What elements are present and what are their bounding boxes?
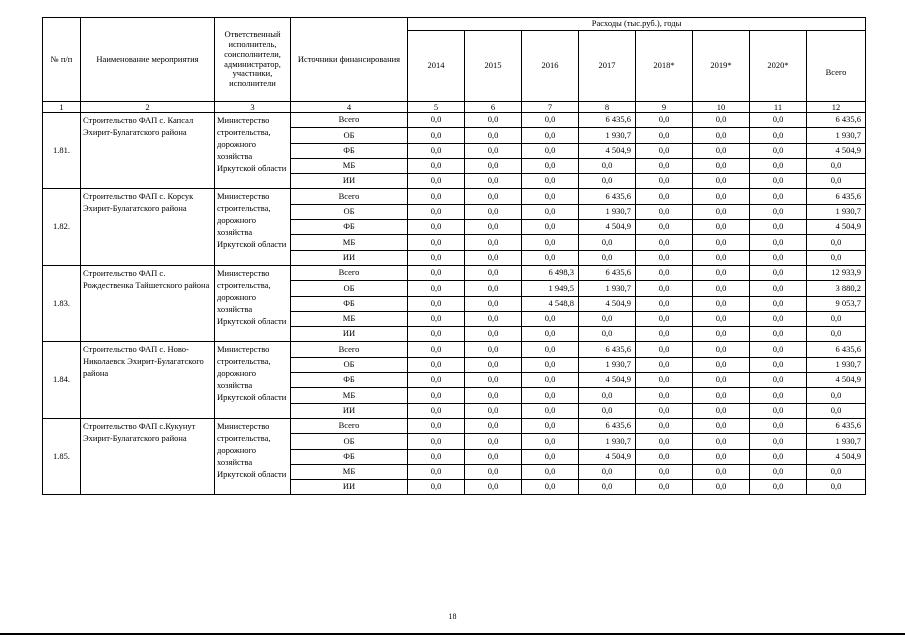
amount-cell: 0,0 — [408, 281, 465, 296]
amount-cell: 0,0 — [693, 373, 750, 388]
amount-cell: 0,0 — [750, 434, 807, 449]
expenses-table — [42, 17, 866, 495]
responsible-executor: Министерство строительства, дорожного хозяйства Иркутской области — [215, 113, 291, 189]
amount-cell: 0,0 — [522, 342, 579, 357]
amount-cell: 0,0 — [636, 128, 693, 143]
column-number: 2 — [81, 102, 215, 113]
funding-source: ИИ — [291, 327, 408, 342]
amount-cell: 0,0 — [750, 373, 807, 388]
amount-cell: 0,0 — [579, 403, 636, 418]
amount-cell: 0,0 — [408, 174, 465, 189]
amount-cell: 0,0 — [750, 204, 807, 219]
funding-source: Всего — [291, 113, 408, 128]
amount-cell: 0,0 — [693, 342, 750, 357]
amount-cell: 0,0 — [408, 327, 465, 342]
column-number: 11 — [750, 102, 807, 113]
amount-cell: 0,0 — [693, 265, 750, 280]
amount-cell: 0,0 — [636, 388, 693, 403]
amount-cell: 0,0 — [522, 480, 579, 495]
amount-cell: 4 504,9 — [579, 143, 636, 158]
header-col-executor: Ответственный исполнитель, соисполнители, администратор, участники, исполнители — [215, 18, 291, 102]
amount-cell: 0,0 — [693, 449, 750, 464]
amount-cell: 0,0 — [522, 128, 579, 143]
activity-name: Строительство ФАП с. Рождественка Тайшетского района — [81, 265, 215, 341]
amount-cell: 0,0 — [522, 311, 579, 326]
amount-cell: 0,0 — [750, 158, 807, 173]
header-year: 2018* — [636, 31, 693, 102]
amount-cell: 0,0 — [522, 113, 579, 128]
amount-cell: 0,0 — [465, 128, 522, 143]
amount-cell: 0,0 — [408, 113, 465, 128]
column-number: 9 — [636, 102, 693, 113]
amount-cell: 0,0 — [465, 327, 522, 342]
amount-cell: 0,0 — [522, 388, 579, 403]
amount-cell: 0,0 — [579, 174, 636, 189]
funding-source: ИИ — [291, 403, 408, 418]
row-index: 1.81. — [43, 113, 81, 189]
responsible-executor: Министерство строительства, дорожного хозяйства Иркутской области — [215, 265, 291, 341]
amount-cell: 0,0 — [408, 158, 465, 173]
amount-cell: 6 498,3 — [522, 265, 579, 280]
funding-source: Всего — [291, 342, 408, 357]
total-cell: 6 435,6 — [807, 342, 866, 357]
amount-cell: 0,0 — [408, 296, 465, 311]
amount-cell: 0,0 — [408, 143, 465, 158]
page-number: 18 — [448, 612, 457, 621]
column-number-row — [43, 102, 866, 113]
amount-cell: 0,0 — [750, 418, 807, 433]
funding-source: ИИ — [291, 250, 408, 265]
amount-cell: 0,0 — [636, 357, 693, 372]
amount-cell: 0,0 — [465, 480, 522, 495]
amount-cell: 0,0 — [522, 220, 579, 235]
amount-cell: 0,0 — [408, 250, 465, 265]
amount-cell: 0,0 — [465, 403, 522, 418]
row-index: 1.82. — [43, 189, 81, 265]
amount-cell: 0,0 — [750, 357, 807, 372]
amount-cell: 6 435,6 — [579, 265, 636, 280]
amount-cell: 6 435,6 — [579, 418, 636, 433]
amount-cell: 0,0 — [750, 143, 807, 158]
amount-cell: 0,0 — [693, 143, 750, 158]
funding-source: ИИ — [291, 174, 408, 189]
funding-source: МБ — [291, 235, 408, 250]
activity-name: Строительство ФАП с. Ново-Николаевск Эхирит-Булагатского района — [81, 342, 215, 418]
funding-source: ФБ — [291, 220, 408, 235]
amount-cell: 0,0 — [693, 327, 750, 342]
amount-cell: 0,0 — [750, 311, 807, 326]
amount-cell: 4 504,9 — [579, 296, 636, 311]
amount-cell: 0,0 — [693, 480, 750, 495]
amount-cell: 1 949,5 — [522, 281, 579, 296]
amount-cell: 0,0 — [636, 204, 693, 219]
amount-cell: 0,0 — [408, 220, 465, 235]
amount-cell: 0,0 — [750, 480, 807, 495]
amount-cell: 0,0 — [522, 250, 579, 265]
amount-cell: 0,0 — [750, 189, 807, 204]
page-bottom-rule — [0, 633, 905, 635]
amount-cell: 0,0 — [522, 418, 579, 433]
amount-cell: 0,0 — [693, 357, 750, 372]
amount-cell: 0,0 — [750, 250, 807, 265]
amount-cell: 0,0 — [693, 281, 750, 296]
amount-cell: 0,0 — [693, 296, 750, 311]
amount-cell: 0,0 — [693, 464, 750, 479]
amount-cell: 4 504,9 — [579, 449, 636, 464]
total-cell: 12 933,9 — [807, 265, 866, 280]
total-cell: 4 504,9 — [807, 143, 866, 158]
amount-cell: 0,0 — [750, 281, 807, 296]
amount-cell: 0,0 — [636, 143, 693, 158]
amount-cell: 0,0 — [693, 235, 750, 250]
funding-source: МБ — [291, 311, 408, 326]
amount-cell: 0,0 — [522, 373, 579, 388]
total-cell: 6 435,6 — [807, 189, 866, 204]
amount-cell: 0,0 — [693, 220, 750, 235]
amount-cell: 6 435,6 — [579, 342, 636, 357]
amount-cell: 0,0 — [579, 388, 636, 403]
header-row-top — [43, 18, 866, 31]
total-cell: 0,0 — [807, 388, 866, 403]
amount-cell: 1 930,7 — [579, 434, 636, 449]
amount-cell: 0,0 — [408, 311, 465, 326]
total-cell: 0,0 — [807, 174, 866, 189]
amount-cell: 0,0 — [408, 418, 465, 433]
amount-cell: 0,0 — [408, 342, 465, 357]
amount-cell: 0,0 — [579, 311, 636, 326]
amount-cell: 0,0 — [750, 220, 807, 235]
amount-cell: 0,0 — [408, 464, 465, 479]
total-cell: 4 504,9 — [807, 220, 866, 235]
amount-cell: 0,0 — [636, 113, 693, 128]
amount-cell: 0,0 — [636, 296, 693, 311]
amount-cell: 0,0 — [522, 357, 579, 372]
column-number: 6 — [465, 102, 522, 113]
total-cell: 4 504,9 — [807, 449, 866, 464]
amount-cell: 0,0 — [522, 327, 579, 342]
amount-cell: 0,0 — [579, 480, 636, 495]
amount-cell: 0,0 — [636, 220, 693, 235]
amount-cell: 0,0 — [636, 250, 693, 265]
amount-cell: 0,0 — [522, 464, 579, 479]
amount-cell: 0,0 — [750, 403, 807, 418]
table-row — [43, 342, 866, 357]
amount-cell: 0,0 — [579, 464, 636, 479]
total-cell: 0,0 — [807, 158, 866, 173]
amount-cell: 0,0 — [465, 220, 522, 235]
header-expenses: Расходы (тыс.руб.), годы — [408, 18, 866, 31]
column-number: 4 — [291, 102, 408, 113]
amount-cell: 0,0 — [465, 250, 522, 265]
column-number: 8 — [579, 102, 636, 113]
amount-cell: 0,0 — [522, 449, 579, 464]
amount-cell: 0,0 — [750, 128, 807, 143]
amount-cell: 0,0 — [750, 342, 807, 357]
row-index: 1.84. — [43, 342, 81, 418]
amount-cell: 4 504,9 — [579, 220, 636, 235]
amount-cell: 0,0 — [750, 265, 807, 280]
funding-source: ОБ — [291, 128, 408, 143]
amount-cell: 6 435,6 — [579, 113, 636, 128]
amount-cell: 0,0 — [693, 434, 750, 449]
funding-source: Всего — [291, 265, 408, 280]
amount-cell: 0,0 — [465, 265, 522, 280]
funding-source: ОБ — [291, 434, 408, 449]
amount-cell: 0,0 — [579, 158, 636, 173]
total-cell: 1 930,7 — [807, 357, 866, 372]
total-cell: 1 930,7 — [807, 434, 866, 449]
amount-cell: 0,0 — [636, 235, 693, 250]
header-year: 2019* — [693, 31, 750, 102]
amount-cell: 0,0 — [636, 342, 693, 357]
total-cell: 0,0 — [807, 480, 866, 495]
activity-name: Строительство ФАП с. Капсал Эхирит-Булагатского района — [81, 113, 215, 189]
responsible-executor: Министерство строительства, дорожного хозяйства Иркутской области — [215, 342, 291, 418]
total-cell: 6 435,6 — [807, 418, 866, 433]
amount-cell: 0,0 — [522, 204, 579, 219]
total-cell: 3 880,2 — [807, 281, 866, 296]
funding-source: ИИ — [291, 480, 408, 495]
amount-cell: 0,0 — [636, 464, 693, 479]
funding-source: ФБ — [291, 296, 408, 311]
total-cell: 0,0 — [807, 327, 866, 342]
amount-cell: 0,0 — [465, 388, 522, 403]
responsible-executor: Министерство строительства, дорожного хозяйства Иркутской области — [215, 189, 291, 265]
amount-cell: 0,0 — [636, 418, 693, 433]
amount-cell: 0,0 — [465, 113, 522, 128]
column-number: 1 — [43, 102, 81, 113]
column-number: 10 — [693, 102, 750, 113]
amount-cell: 0,0 — [636, 174, 693, 189]
amount-cell: 0,0 — [465, 418, 522, 433]
total-cell: 4 504,9 — [807, 373, 866, 388]
row-index: 1.83. — [43, 265, 81, 341]
funding-source: ФБ — [291, 373, 408, 388]
header-year: 2020* — [750, 31, 807, 102]
amount-cell: 0,0 — [465, 189, 522, 204]
amount-cell: 0,0 — [693, 388, 750, 403]
amount-cell: 0,0 — [465, 311, 522, 326]
amount-cell: 1 930,7 — [579, 204, 636, 219]
amount-cell: 0,0 — [693, 189, 750, 204]
amount-cell: 0,0 — [522, 143, 579, 158]
total-cell: 0,0 — [807, 250, 866, 265]
amount-cell: 0,0 — [636, 373, 693, 388]
amount-cell: 0,0 — [750, 449, 807, 464]
table-row — [43, 113, 866, 128]
funding-source: Всего — [291, 189, 408, 204]
funding-source: ОБ — [291, 204, 408, 219]
amount-cell: 0,0 — [465, 143, 522, 158]
amount-cell: 0,0 — [465, 235, 522, 250]
total-cell: 0,0 — [807, 235, 866, 250]
table-row — [43, 265, 866, 280]
amount-cell: 0,0 — [693, 311, 750, 326]
amount-cell: 0,0 — [522, 403, 579, 418]
amount-cell: 1 930,7 — [579, 128, 636, 143]
header-total: Всего — [807, 31, 866, 102]
amount-cell: 0,0 — [465, 449, 522, 464]
amount-cell: 0,0 — [693, 128, 750, 143]
amount-cell: 0,0 — [465, 434, 522, 449]
amount-cell: 0,0 — [693, 250, 750, 265]
amount-cell: 0,0 — [636, 480, 693, 495]
total-cell: 0,0 — [807, 403, 866, 418]
amount-cell: 0,0 — [465, 464, 522, 479]
amount-cell: 0,0 — [408, 480, 465, 495]
amount-cell: 0,0 — [408, 265, 465, 280]
column-number: 7 — [522, 102, 579, 113]
amount-cell: 1 930,7 — [579, 281, 636, 296]
amount-cell: 0,0 — [693, 418, 750, 433]
row-index: 1.85. — [43, 418, 81, 494]
funding-source: Всего — [291, 418, 408, 433]
amount-cell: 0,0 — [522, 434, 579, 449]
amount-cell: 0,0 — [579, 327, 636, 342]
amount-cell: 0,0 — [636, 281, 693, 296]
header-col-name: Наименование мероприятия — [81, 18, 215, 102]
header-year: 2016 — [522, 31, 579, 102]
amount-cell: 0,0 — [408, 434, 465, 449]
amount-cell: 0,0 — [408, 373, 465, 388]
amount-cell: 0,0 — [465, 342, 522, 357]
amount-cell: 0,0 — [408, 128, 465, 143]
amount-cell: 0,0 — [522, 174, 579, 189]
amount-cell: 0,0 — [579, 250, 636, 265]
amount-cell: 0,0 — [522, 189, 579, 204]
amount-cell: 0,0 — [522, 235, 579, 250]
column-number: 3 — [215, 102, 291, 113]
funding-source: ФБ — [291, 449, 408, 464]
amount-cell: 0,0 — [636, 265, 693, 280]
amount-cell: 0,0 — [408, 388, 465, 403]
funding-source: МБ — [291, 388, 408, 403]
amount-cell: 4 548,8 — [522, 296, 579, 311]
amount-cell: 0,0 — [750, 235, 807, 250]
header-year: 2014 — [408, 31, 465, 102]
amount-cell: 1 930,7 — [579, 357, 636, 372]
amount-cell: 6 435,6 — [579, 189, 636, 204]
amount-cell: 0,0 — [408, 403, 465, 418]
funding-source: ОБ — [291, 357, 408, 372]
amount-cell: 0,0 — [636, 403, 693, 418]
amount-cell: 0,0 — [408, 357, 465, 372]
table-row — [43, 189, 866, 204]
amount-cell: 0,0 — [408, 235, 465, 250]
table-row — [43, 418, 866, 433]
amount-cell: 0,0 — [408, 189, 465, 204]
amount-cell: 0,0 — [693, 113, 750, 128]
amount-cell: 0,0 — [522, 158, 579, 173]
header-col-number: № п/п — [43, 18, 81, 102]
amount-cell: 0,0 — [465, 281, 522, 296]
activity-name: Строительство ФАП с.Кукунут Эхирит-Булагатского района — [81, 418, 215, 494]
total-cell: 1 930,7 — [807, 204, 866, 219]
amount-cell: 0,0 — [636, 327, 693, 342]
amount-cell: 0,0 — [750, 464, 807, 479]
total-cell: 0,0 — [807, 464, 866, 479]
amount-cell: 4 504,9 — [579, 373, 636, 388]
funding-source: МБ — [291, 158, 408, 173]
responsible-executor: Министерство строительства, дорожного хозяйства Иркутской области — [215, 418, 291, 494]
amount-cell: 0,0 — [693, 158, 750, 173]
amount-cell: 0,0 — [750, 388, 807, 403]
amount-cell: 0,0 — [465, 296, 522, 311]
amount-cell: 0,0 — [636, 311, 693, 326]
amount-cell: 0,0 — [636, 158, 693, 173]
header-year: 2015 — [465, 31, 522, 102]
amount-cell: 0,0 — [636, 189, 693, 204]
total-cell: 6 435,6 — [807, 113, 866, 128]
funding-source: МБ — [291, 464, 408, 479]
funding-source: ОБ — [291, 281, 408, 296]
total-cell: 1 930,7 — [807, 128, 866, 143]
amount-cell: 0,0 — [693, 204, 750, 219]
amount-cell: 0,0 — [750, 174, 807, 189]
amount-cell: 0,0 — [750, 327, 807, 342]
activity-name: Строительство ФАП с. Корсук Эхирит-Булагатского района — [81, 189, 215, 265]
amount-cell: 0,0 — [636, 449, 693, 464]
amount-cell: 0,0 — [750, 113, 807, 128]
amount-cell: 0,0 — [465, 174, 522, 189]
amount-cell: 0,0 — [408, 449, 465, 464]
column-number: 12 — [807, 102, 866, 113]
amount-cell: 0,0 — [465, 373, 522, 388]
header-col-source: Источники финансирования — [291, 18, 408, 102]
total-cell: 0,0 — [807, 311, 866, 326]
amount-cell: 0,0 — [750, 296, 807, 311]
amount-cell: 0,0 — [693, 174, 750, 189]
amount-cell: 0,0 — [693, 403, 750, 418]
amount-cell: 0,0 — [465, 158, 522, 173]
column-number: 5 — [408, 102, 465, 113]
table-body — [43, 113, 866, 495]
total-cell: 9 053,7 — [807, 296, 866, 311]
amount-cell: 0,0 — [636, 434, 693, 449]
amount-cell: 0,0 — [408, 204, 465, 219]
funding-source: ФБ — [291, 143, 408, 158]
amount-cell: 0,0 — [465, 204, 522, 219]
header-year: 2017 — [579, 31, 636, 102]
amount-cell: 0,0 — [465, 357, 522, 372]
amount-cell: 0,0 — [579, 235, 636, 250]
